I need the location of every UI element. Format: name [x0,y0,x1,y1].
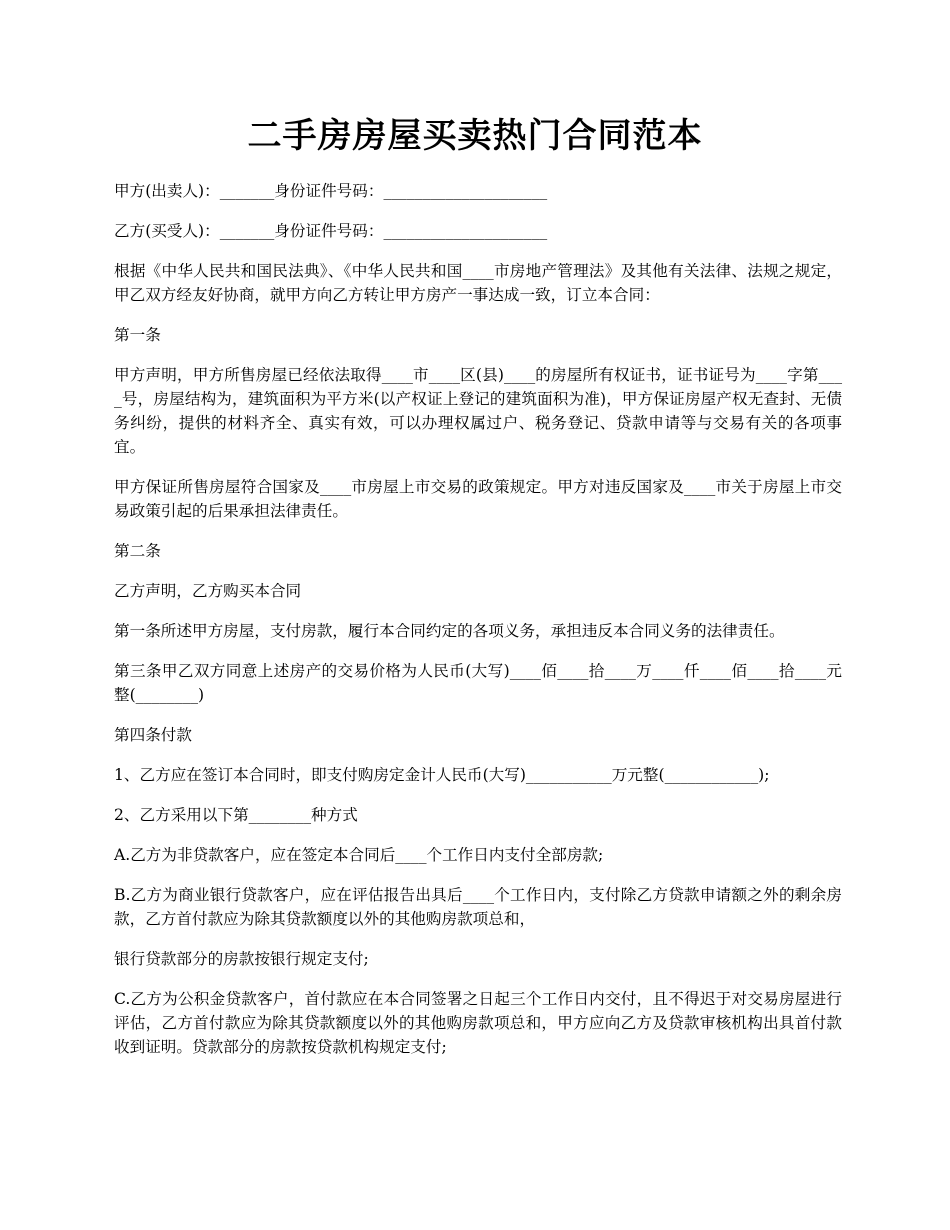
payment-option-b-bank: 银行贷款部分的房款按银行规定支付; [114,950,369,968]
payment-option-c: C.乙方为公积金贷款客户，首付款应在本合同签署之日起三个工作日内交付，且不得迟于对交易房屋进行评估，乙方首付款应为除其贷款额度以外的其他购房款项总和，甲方应向乙方及贷款审核机构出具首付款收到证明。贷款部分的房款按贷款机构规定支付; [114,990,842,1056]
article-1-declaration: 甲方声明，甲方所售房屋已经依法取得____市____区(县)____的房屋所有权证书，证书证号为____字第____号，房屋结构为，建筑面积为平方米(以产权证上登记的建筑面积为准)，甲方保证房屋产权无查封、无债务纠纷，提供的材料齐全、真实有效，可以办理权属过户、税务登记、贷款申请等与交易有关的各项事宜。 [114,366,842,456]
article-2-declaration: 乙方声明，乙方购买本合同 [114,582,302,600]
payment-option-b: B.乙方为商业银行贷款客户，应在评估报告出具后____个工作日内，支付除乙方贷款申请额之外的剩余房款，乙方首付款应为除其贷款额度以外的其他购房款项总和， [114,886,842,928]
article-2-obligations: 第一条所述甲方房屋，支付房款，履行本合同约定的各项义务，承担违反本合同义务的法律责任。 [114,622,785,640]
article-3-price: 第三条甲乙双方同意上述房产的交易价格为人民币(大写)____佰____拾____万____仟____佰____拾____元整(________) [114,662,842,704]
article-1-guarantee: 甲方保证所售房屋符合国家及____市房屋上市交易的政策规定。甲方对违反国家及____市关于房屋上市交易政策引起的后果承担法律责任。 [114,478,842,520]
party-a-line: 甲方(出卖人)：_______身份证件号码：_____________________ [114,182,548,200]
article-1-heading: 第一条 [114,326,161,344]
payment-item-2: 2、乙方采用以下第________种方式 [114,806,358,824]
article-2-heading: 第二条 [114,542,161,560]
payment-item-1: 1、乙方应在签订本合同时，即支付购房定金计人民币(大写)___________万元整(____________); [114,766,770,784]
preamble-paragraph: 根据《中华人民共和国民法典》、《中华人民共和国____市房地产管理法》及其他有关法律、法规之规定，甲乙双方经友好协商，就甲方向乙方转让甲方房产一事达成一致，订立本合同： [114,262,842,304]
payment-option-a: A.乙方为非贷款客户，应在签定本合同后____个工作日内支付全部房款; [114,846,604,864]
article-4-heading: 第四条付款 [114,726,192,744]
document-title: 二手房房屋买卖热门合同范本 [247,116,703,156]
party-b-line: 乙方(买受人)：_______身份证件号码：_____________________ [114,222,548,240]
document-body [114,179,842,1075]
